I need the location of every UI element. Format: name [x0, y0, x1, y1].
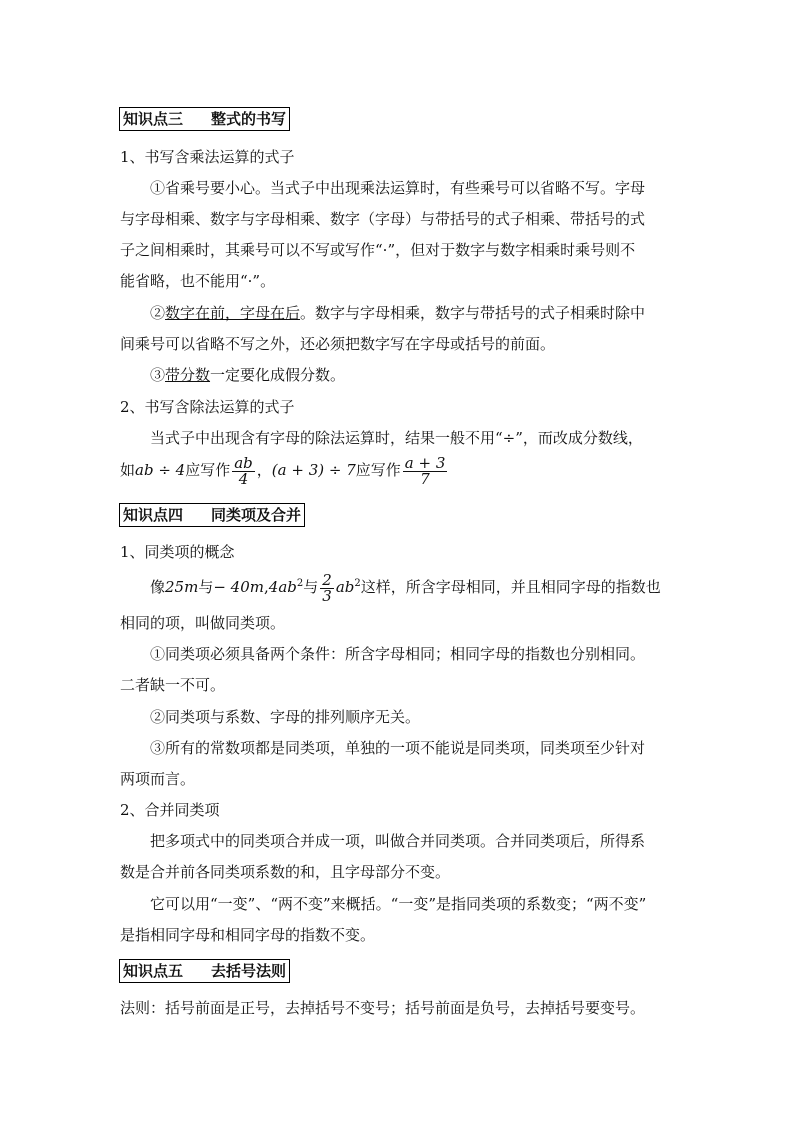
fraction-numerator: 2 — [322, 570, 332, 589]
fraction-numerator: a + 3 — [404, 453, 446, 472]
paragraph-line: ①省乘号要小心。当式子中出现乘法运算时，有些乘号可以省略不写。字母 — [150, 179, 646, 197]
section-number: 知识点四 — [123, 506, 184, 524]
text: 如 — [120, 461, 136, 479]
text: 这样，所含字母相同，并且相同字母的指数也 — [360, 578, 661, 596]
math-term: ab — [335, 578, 355, 596]
text: 一定要化成假分数。 — [210, 366, 346, 384]
paragraph-line — [150, 568, 680, 604]
fraction-denominator: 3 — [322, 586, 332, 605]
math-term: − 40m — [213, 578, 264, 596]
fraction — [232, 453, 255, 488]
paragraph-line: 它可以用“一变”、“两不变”来概括。“一变”是指同类项的系数变；“两不变” — [150, 895, 647, 913]
section-number: 知识点三 — [123, 110, 184, 128]
fraction-numerator: ab — [234, 453, 253, 472]
paragraph-line: 是指相同字母和相同字母的指数不变。 — [120, 926, 376, 944]
subheading: 1、同类项的概念 — [120, 543, 235, 561]
text: 应写作 — [185, 461, 231, 479]
paragraph-line: 两项而言。 — [120, 770, 196, 788]
math-term: 4ab — [268, 578, 297, 596]
section-heading-5 — [119, 959, 290, 983]
paragraph-line: ①同类项必须具备两个条件：所含字母相同；相同字母的指数也分别相同。 — [150, 645, 646, 663]
paragraph-line — [150, 364, 680, 386]
section-number: 知识点五 — [123, 962, 184, 980]
paragraph-line — [150, 302, 680, 324]
math-expression: ab ÷ 4 — [135, 461, 186, 479]
subheading: 2、合并同类项 — [120, 801, 220, 819]
paragraph-line: 二者缺一不可。 — [120, 676, 226, 694]
paragraph-line: ③所有的常数项都是同类项，单独的一项不能说是同类项，同类项至少针对 — [150, 739, 646, 757]
section-heading-3 — [119, 107, 290, 131]
section-heading-4 — [119, 503, 305, 527]
paragraph-line — [120, 454, 680, 487]
section-title: 同类项及合并 — [211, 506, 302, 524]
text: 。数字与字母相乘，数字与带括号的式子相乘时除中 — [300, 304, 646, 322]
paragraph-line: 当式子中出现含有字母的除法运算时，结果一般不用“÷”，而改成分数线， — [150, 429, 643, 447]
fraction-denominator: 4 — [238, 469, 249, 488]
fraction — [403, 453, 448, 488]
paragraph-line: 能省略，也不能用“·”。 — [120, 272, 276, 290]
subheading: 1、书写含乘法运算的式子 — [120, 148, 295, 166]
section-title: 去括号法则 — [211, 962, 287, 980]
list-marker: ③ — [150, 366, 166, 384]
text: 与 — [198, 578, 214, 596]
exponent: 2 — [354, 578, 361, 589]
paragraph-line: 间乘号可以省略不写之外，还必须把数字写在字母或括号的前面。 — [120, 335, 556, 353]
paragraph-line: 子之间相乘时，其乘号可以不写或写作“·”，但对于数字与数字相乘时乘号则不 — [120, 241, 636, 259]
math-term: 25m — [165, 578, 199, 596]
fraction — [320, 570, 334, 605]
paragraph-line: 与字母相乘、数字与字母相乘、数字（字母）与带括号的式子相乘、带括号的式 — [120, 210, 646, 228]
paragraph-line: 相同的项，叫做同类项。 — [120, 614, 286, 632]
text: 与 — [303, 578, 319, 596]
text: , — [264, 578, 269, 596]
underlined-text: 带分数 — [165, 366, 211, 384]
underlined-text: 数字在前，字母在后 — [165, 304, 301, 322]
text: 像 — [150, 578, 166, 596]
paragraph-line: 数是合并前各同类项系数的和，且字母部分不变。 — [120, 863, 451, 881]
paragraph-line: 把多项式中的同类项合并成一项，叫做合并同类项。合并同类项后，所得系 — [150, 832, 646, 850]
section-title: 整式的书写 — [211, 110, 287, 128]
text: ， — [256, 461, 272, 479]
subheading: 2、书写含除法运算的式子 — [120, 398, 295, 416]
math-expression: (a + 3) ÷ 7 — [271, 461, 356, 479]
text: 应写作 — [355, 461, 401, 479]
list-marker: ② — [150, 304, 166, 322]
fraction-denominator: 7 — [420, 469, 430, 488]
exponent: 2 — [296, 578, 304, 589]
paragraph-line: 法则：括号前面是正号，去掉括号不变号；括号前面是负号，去掉括号要变号。 — [120, 999, 646, 1017]
paragraph-line: ②同类项与系数、字母的排列顺序无关。 — [150, 708, 421, 726]
